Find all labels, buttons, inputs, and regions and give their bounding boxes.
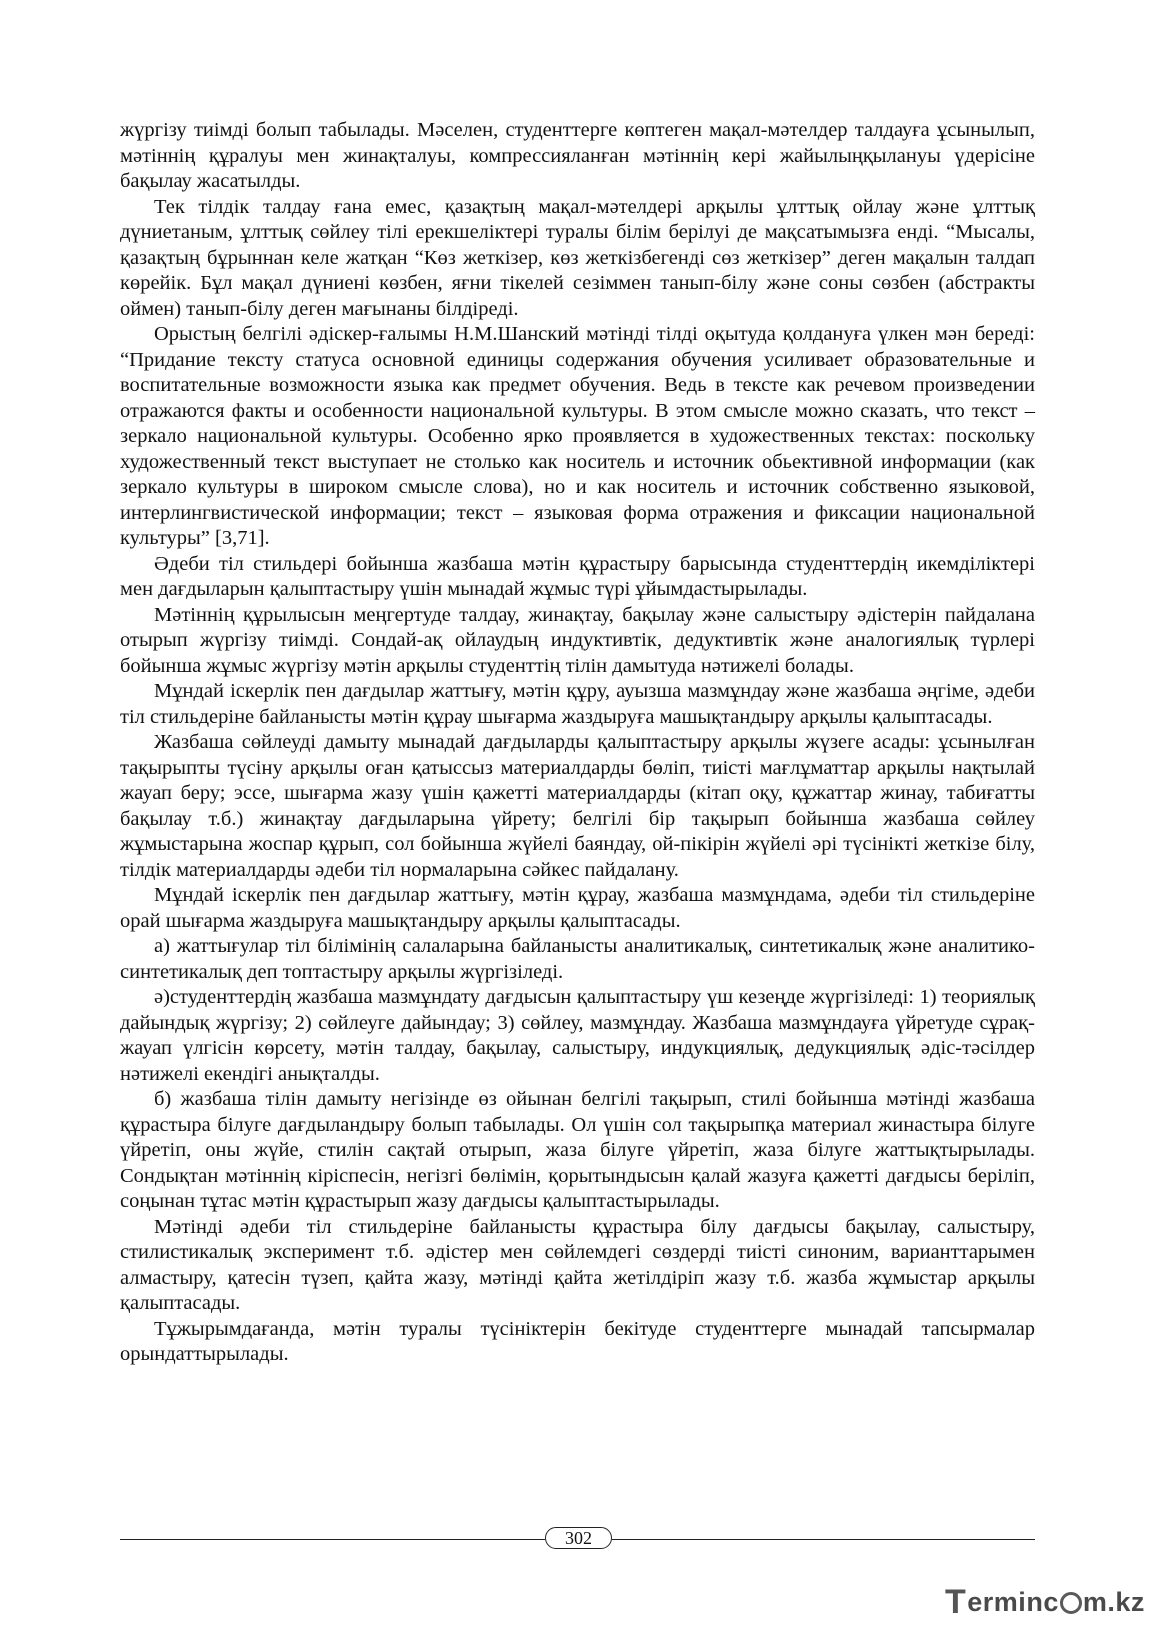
paragraph-13: Тұжырымдағанда, мәтін туралы түсініктерін бекітуде студенттерге мынадай тапсырмалар орындаттырылады. [120,1317,1035,1365]
paragraph-9: а) жаттығулар тіл білімінің салаларына байланысты аналитикалық, синтетикалық және аналитико-синтетикалық деп топтастыру арқылы жүргізіледі. [120,935,1035,983]
termincom-logo [945,1582,1145,1622]
document-body [120,118,1035,1368]
page-number: 302 [545,1527,612,1549]
logo-text-prefix: ermin [967,1587,1044,1617]
paragraph-7: Жазбаша сөйлеуді дамыту мынадай дағдыларды қалыптастыру арқылы жүзеге асады: ұсынылған тақырыпты түсіну арқылы оған қатыссыз материалдарды бөліп, тиісті мағлұматтар арқылы нақтылай жауап беру; эссе, шығарма жазу үшін қажетті материалдарды (кітап оқу, құжаттар жинау, табиғатты бақылау т.б.) жинақтау дағдыларына үйрету; белгілі бір тақырып бойынша жазбаша сөйлеу жұмыстарына жоспар құрып, сол бойынша жүйелі баяндау, ой-пікірін жүйелі әрі түсінікті жеткізе білу, тілдік материалдарды әдеби тіл нормаларына сәйкес пайдалану. [120,731,1035,881]
logo-text-middle: c [1043,1587,1059,1617]
paragraph-12: Мәтінді әдеби тіл стильдеріне байланысты құрастыра білу дағдысы бақылау, салыстыру, стилистикалық эксперимент т.б. әдістер мен сөйлемдегі сөздерді тиісті синоним, варианттарымен алмастыру, қатесін түзеп, қайта жазу, мәтінді қайта жетілдіріп жазу т.б. жазба жұмыстар арқылы қалыптасады. [120,1215,1035,1314]
paragraph-4: Әдеби тіл стильдері бойынша жазбаша мәтін құрастыру барысында студенттердің икемділіктері мен дағдыларын қалыптастыру үшін мынадай жұмыс түрі ұйымдастырылады. [120,552,1035,600]
paragraph-3: Орыстың белгілі әдіскер-ғалымы Н.М.Шанский мәтінді тілді оқытуда қолдануға үлкен мән береді: “Придание тексту статуса основной единицы содержания обучения усиливает образовательные и воспитательные возможности языка как предмет обучения. Ведь в тексте как речевом произведении отражаются факты и особенности национальной культуры. В этом смысле можно сказать, что текст – зеркало национальной культуры. Особенно ярко проявляется в художественных текстах: поскольку художественный текст выступает не столько как носитель и источник обьективной информации (как зеркало культуры в широком смысле слова), но и как носитель и источник собственно языковой, интерлингвистической информации; текст – языковая форма отражения и фиксации национальной культуры” [3,71]. [120,323,1035,549]
logo-t-letter: T [945,1583,967,1621]
paragraph-6: Мұндай іскерлік пен дағдылар жаттығу, мәтін құру, ауызша мазмұндау және жазбаша әңгіме, әдеби тіл стильдеріне байланысты мәтін құрау шығарма жаздыруға машықтандыру арқылы қалыптасады. [120,680,1035,728]
paragraph-5: Мәтіннің құрылысын меңгертуде талдау, жинақтау, бақылау және салыстыру әдістерін пайдалана отырып жүргізу тиімді. Сондай-ақ ойлаудың индуктивтік, дедуктивтік және аналогиялық түрлері бойынша жұмыс жүргізу мәтін арқылы студенттің тілін дамытуда нәтижелі болады. [120,603,1035,677]
footer-rule-right [612,1539,1035,1540]
logo-circle-icon [1060,1592,1082,1614]
paragraph-10: ә)студенттердің жазбаша мазмұндату дағдысын қалыптастыру үш кезеңде жүргізіледі: 1) теориялық дайындық жүргізу; 2) сөйлеуге дайындау; 3) сөйлеу, мазмұндау. Жазбаша мазмұндауға үйретуде сұрақ-жауап үлгісін көрсету, мәтін талдау, бақылау, салыстыру, индукциялық, дедукциялық әдіс-тәсілдер нәтижелі екендігі анықталды. [120,986,1035,1085]
paragraph-11: б) жазбаша тілін дамыту негізінде өз ойынан белгілі тақырып, стилі бойынша мәтінді жазбаша құрастыра білуге дағдыландыру болып табылады. Ол үшін сол тақырыпқа материал жинастыра білуге үйретіп, оны жүйе, стилін сақтай отырып, жаза білуге үйретіп, жаза білуге жаттықтырылады. Сондықтан мәтіннің кіріспесін, негізгі бөлімін, қорытындысын қалай жазуға қажетті дағдысы беріліп, соңынан тұтас мәтін құрастырып жазу дағдысы қалыптастырылады. [120,1088,1035,1212]
paragraph-8: Мұндай іскерлік пен дағдылар жаттығу, мәтін құрау, жазбаша мазмұндама, әдеби тіл стильдеріне орай шығарма жаздыруға машықтандыру арқылы қалыптасады. [120,884,1035,932]
footer-rule-left [120,1539,545,1540]
logo-text-suffix: m.kz [1082,1587,1145,1617]
paragraph-2: Тек тілдік талдау ғана емес, қазақтың мақал-мәтелдері арқылы ұлттық ойлау және ұлттық дүниетаным, ұлттық сөйлеу тілі ерекшеліктері туралы білім берілуі де мақсатымызға енді. “Мысалы, қазақтың бұрыннан келе жатқан “Көз жеткізер, көз жеткізбегенді сөз жеткізер” деген мақалын талдап көрейік. Бұл мақал дүниені көзбен, яғни тікелей сезіммен танып-білу және соны сөзбен (абстракты оймен) танып-білу деген мағынаны білдіреді. [120,195,1035,320]
paragraph-1: жүргізу тиімді болып табылады. Мәселен, студенттерге көптеген мақал-мәтелдер талдауға ұсынылып, мәтіннің құралуы мен жинақталуы, компрессияланған мәтіннің кері жайылыңқылануы үдерісіне бақылау жасатылды. [120,119,1035,192]
